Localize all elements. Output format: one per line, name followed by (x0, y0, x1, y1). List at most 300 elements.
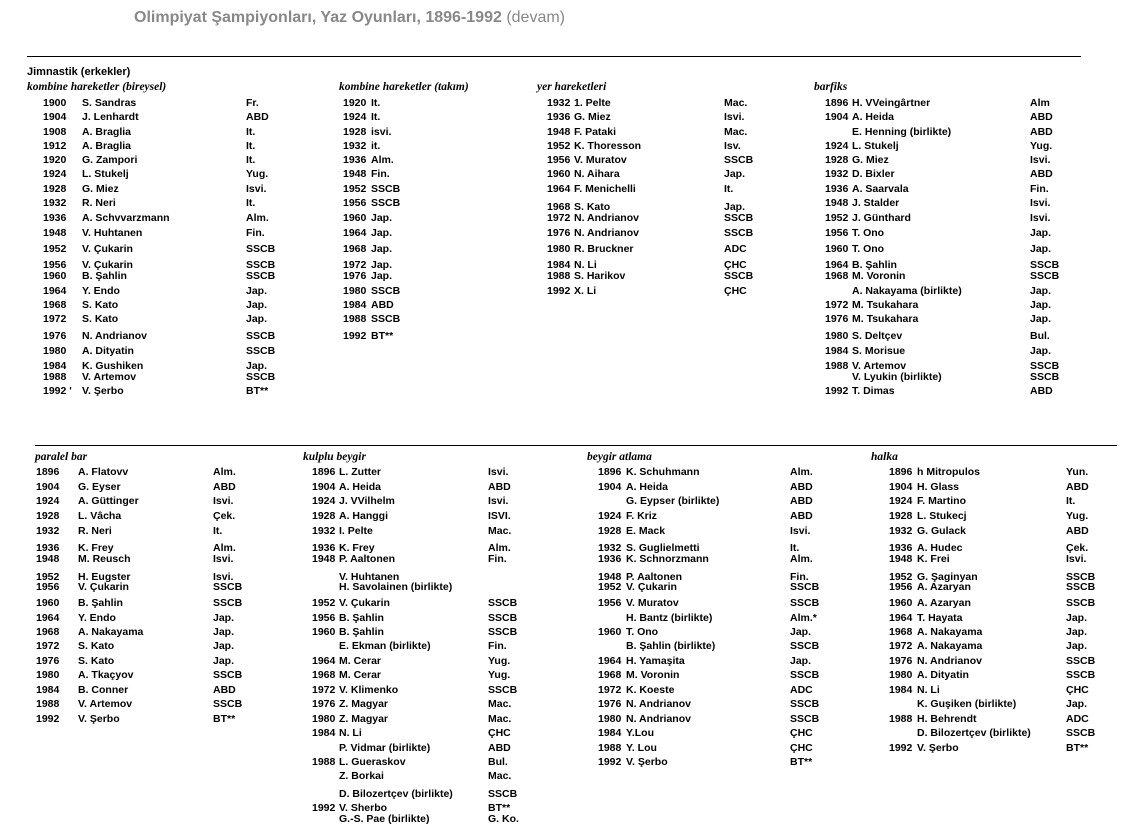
row-name: H. Savolainen (birlikte) (339, 581, 453, 593)
row-name: V. Çukarin (339, 597, 390, 609)
row-year: 1964 (36, 612, 60, 624)
row-country: Mac. (488, 713, 512, 725)
horizontal-bar-header: barfiks (814, 81, 848, 93)
row-country: SSCB (1066, 597, 1096, 609)
row-year: 1968 (43, 299, 67, 311)
row-country: SSCB (213, 581, 243, 593)
row-country: SSCB (1066, 669, 1096, 681)
row-name: Fin. (371, 168, 390, 180)
row-country: ABD (790, 510, 813, 522)
row-name: M. Tsukahara (852, 299, 919, 311)
row-name: SSCB (371, 183, 401, 195)
row-country: Mac. (724, 97, 748, 109)
parallel-bars-header: paralel bar (35, 451, 88, 463)
row-country: Yug. (1030, 140, 1053, 152)
row-year: 1972 (825, 299, 849, 311)
row-country: Jap. (724, 168, 746, 180)
row-name: G. Miez (852, 154, 889, 166)
row-name: V. Şerbo (82, 385, 124, 397)
row-name: S. Morisue (852, 345, 906, 357)
row-name: K. Koeste (626, 684, 675, 696)
row-country: Fin. (1030, 183, 1049, 195)
row-country: ÇHC (724, 259, 747, 271)
row-year: 1964 (889, 612, 913, 624)
row-year: 1992 (547, 285, 571, 297)
row-year: 1972 (36, 640, 60, 652)
row-name: H. VVeingârtner (852, 97, 931, 109)
row-country: ABD (1030, 126, 1053, 138)
row-country: Alm. (488, 542, 511, 554)
row-name: V. Şerbo (626, 756, 668, 768)
row-country: SSCB (488, 626, 518, 638)
row-country: Jap. (724, 201, 746, 213)
row-name: G. Gulack (917, 525, 967, 537)
row-year: 1932 (825, 168, 849, 180)
row-name: J. Lenhardt (82, 111, 139, 123)
row-year: 1936 (825, 183, 849, 195)
row-name: B. Şahlin (339, 612, 384, 624)
row-year: 1952 (598, 581, 622, 593)
row-year: 1980 (43, 345, 67, 357)
row-year: 1984 (343, 299, 367, 311)
row-year: 1952 (43, 243, 67, 255)
row-country: It. (246, 140, 256, 152)
row-year: 1968 (598, 669, 622, 681)
row-name: I. Pelte (339, 525, 373, 537)
floor-header: yer hareketleri (537, 81, 607, 93)
row-year: 1960 (312, 626, 336, 638)
row-year: 1976 (312, 698, 336, 710)
row-name: A. Azaryan (917, 597, 971, 609)
row-country: Jap. (1030, 227, 1052, 239)
row-year: 1992 (889, 742, 913, 754)
row-year: 1988 (36, 698, 60, 710)
row-country: SSCB (488, 612, 518, 624)
row-name: A. Heida (626, 481, 669, 493)
row-country: It. (790, 542, 800, 554)
row-country: SSCB (488, 788, 518, 800)
row-country: ÇHC (790, 727, 813, 739)
row-name: F. Pataki (574, 126, 617, 138)
row-country: BT** (246, 385, 269, 397)
row-year: 1920 (43, 154, 67, 166)
row-name: S. Guglielmetti (626, 542, 700, 554)
row-country: SSCB (1066, 581, 1096, 593)
row-name: Y. Endo (82, 285, 120, 297)
row-year: 1964 (343, 227, 367, 239)
row-name: B. Şahlin (78, 597, 123, 609)
row-name: G. Eypser (birlikte) (626, 495, 720, 507)
row-year: 1976 (43, 330, 67, 342)
row-country: SSCB (1030, 259, 1060, 271)
row-name: P. Vidmar (birlikte) (339, 742, 431, 754)
row-name: B. Şahlin (852, 259, 897, 271)
row-name: Jap. (371, 243, 393, 255)
row-year: 1948 (825, 197, 849, 209)
row-year: 1932 (343, 140, 367, 152)
row-year: 1968 (825, 270, 849, 282)
row-country: Isvi. (1066, 553, 1087, 565)
row-name: V. Çukarin (78, 581, 129, 593)
row-country: ABD (213, 481, 236, 493)
row-country: Alm. (213, 466, 236, 478)
row-year: 1912 (43, 140, 67, 152)
row-country: SSCB (1030, 371, 1060, 383)
row-country: Jap. (213, 655, 235, 667)
row-country: Jap. (1066, 698, 1088, 710)
row-country: Jap. (246, 313, 268, 325)
row-year: 1924 (825, 140, 849, 152)
row-year: 1980 (598, 713, 622, 725)
row-country: ÇHC (724, 285, 747, 297)
row-year: 1984 (43, 360, 67, 372)
row-name: A. Saarvala (852, 183, 909, 195)
row-year: 1980 (889, 669, 913, 681)
row-year: 1908 (43, 126, 67, 138)
row-country: Alm. (790, 553, 813, 565)
row-country: SSCB (1066, 571, 1096, 583)
row-country: Çek. (213, 510, 236, 522)
vault-header: beygir atlama (587, 451, 652, 463)
row-year: 1960 (547, 168, 571, 180)
row-name: B. Şahlin (birlikte) (626, 640, 716, 652)
row-name: F. Kriz (626, 510, 657, 522)
row-country: Jap. (1030, 299, 1052, 311)
row-name: T. Dimas (852, 385, 895, 397)
row-country: Isvi. (1030, 197, 1051, 209)
row-name: K. Frey (78, 542, 114, 554)
page-title-main: Olimpiyat Şampiyonları, Yaz Oyunları, 1896-1992 (134, 9, 502, 26)
row-name: H. Yamaşita (626, 655, 685, 667)
row-name: M. Reusch (78, 553, 131, 565)
row-year: 1936 (547, 111, 571, 123)
row-name: h Mitropulos (917, 466, 980, 478)
row-name: H. Eugster (78, 571, 131, 583)
row-year: 1948 (598, 571, 622, 583)
row-country: SSCB (488, 597, 518, 609)
row-name: Z. Borkai (339, 770, 384, 782)
row-name: H. Bantz (birlikte) (626, 612, 713, 624)
row-name: Y. Lou (626, 742, 657, 754)
row-year: 1904 (598, 481, 622, 493)
row-country: Jap. (1066, 640, 1088, 652)
row-name: L. Gueraskov (339, 756, 406, 768)
row-year: 1988 (598, 742, 622, 754)
row-name: Y.Lou (626, 727, 654, 739)
row-year: 1964 (43, 285, 67, 297)
row-name: M. Tsukahara (852, 313, 919, 325)
row-name: B. Şahlin (339, 626, 384, 638)
row-country: ABD (246, 111, 269, 123)
row-year: 1984 (889, 684, 913, 696)
row-name: V. Sherbo (339, 802, 388, 814)
combined-team-header: kombine hareketler (takım) (339, 81, 469, 93)
row-name: V. Artemov (78, 698, 133, 710)
row-country: Alm. (213, 542, 236, 554)
row-year: 1904 (36, 481, 60, 493)
row-name: Z. Magyar (339, 713, 389, 725)
row-year: 1936 (43, 212, 67, 224)
middle-rule (35, 445, 1117, 446)
row-name: S. Kato (82, 313, 119, 325)
top-rule (27, 56, 1081, 57)
row-year: 1976 (343, 270, 367, 282)
row-name: K. Thoresson (574, 140, 642, 152)
row-country: Alm (1030, 97, 1050, 109)
row-name: P. Aaltonen (626, 571, 683, 583)
row-name: K. Gushiken (82, 360, 144, 372)
row-name: G.-S. Pae (birlikte) (339, 813, 430, 825)
row-name: N. Andrianov (82, 330, 147, 342)
row-year: 1948 (889, 553, 913, 565)
row-year: 1976 (598, 698, 622, 710)
row-country: Alm. (790, 466, 813, 478)
row-name: N. Andrianov (574, 212, 639, 224)
row-year: 1968 (547, 201, 571, 213)
row-name: V. Çukarin (82, 243, 133, 255)
row-name: K. Schuhmann (626, 466, 700, 478)
row-year: 1904 (43, 111, 67, 123)
row-country: Isvi. (724, 111, 745, 123)
row-name: H. Behrendt (917, 713, 977, 725)
row-country: SSCB (246, 243, 276, 255)
row-name: V. Şerbo (917, 742, 959, 754)
row-year: 1904 (312, 481, 336, 493)
row-year: 1920 (343, 97, 367, 109)
row-year: 1964 (312, 655, 336, 667)
row-year: 1948 (312, 553, 336, 565)
row-country: It. (724, 183, 734, 195)
row-year: 1952 (343, 183, 367, 195)
row-country: ADC (1066, 713, 1089, 725)
row-year: 1948 (43, 227, 67, 239)
row-year: 1960 (825, 243, 849, 255)
row-country: Jap. (246, 285, 268, 297)
row-country: ADC (790, 684, 813, 696)
row-country: Fin. (246, 227, 265, 239)
row-country: Jap. (1030, 345, 1052, 357)
row-year: 1924 (598, 510, 622, 522)
row-name: K. Frey (339, 542, 375, 554)
row-name: V. Lyukin (birlikte) (852, 371, 942, 383)
row-name: A. Braglia (82, 126, 132, 138)
row-year: 1984 (547, 259, 571, 271)
pommel-horse-header: kulplu beygir (303, 451, 366, 463)
row-country: Isvi. (488, 466, 509, 478)
row-country: ABD (790, 481, 813, 493)
row-name: M. Voronin (626, 669, 680, 681)
row-name: A. Azaryan (917, 581, 971, 593)
row-year: 1968 (343, 243, 367, 255)
row-country: Jap. (1066, 612, 1088, 624)
row-name: A. Heida (852, 111, 895, 123)
row-name: G. Zampori (82, 154, 138, 166)
row-name: V. Şerbo (78, 713, 120, 725)
row-name: L. Stukelj (82, 168, 129, 180)
row-country: Bul. (1030, 330, 1050, 342)
row-year: 1984 (312, 727, 336, 739)
row-year: 1928 (343, 126, 367, 138)
row-country: ABD (488, 481, 511, 493)
row-year: 1936 (36, 542, 60, 554)
row-name: A. Hudec (917, 542, 963, 554)
row-year: 1924 (36, 495, 60, 507)
row-name: B. Conner (78, 684, 129, 696)
row-country: SSCB (790, 698, 820, 710)
row-year: 1932 (598, 542, 622, 554)
row-name: K. Schnorzmann (626, 553, 709, 565)
row-country: SSCB (1066, 727, 1096, 739)
row-year: 1960 (889, 597, 913, 609)
row-country: Jap. (246, 299, 268, 311)
row-country: SSCB (213, 698, 243, 710)
row-country: Mac. (488, 525, 512, 537)
row-year: 1980 (312, 713, 336, 725)
row-name: A. Heida (339, 481, 382, 493)
row-country: Isvi. (790, 525, 811, 537)
row-country: ABD (488, 742, 511, 754)
row-country: Yug. (488, 669, 511, 681)
row-country: Jap. (1030, 313, 1052, 325)
row-country: SSCB (724, 154, 754, 166)
row-year: 1976 (36, 655, 60, 667)
row-country: Fin. (488, 553, 507, 565)
row-year: 1964 (598, 655, 622, 667)
row-country: BT** (1066, 742, 1089, 754)
row-country: SSCB (246, 259, 276, 271)
row-country: It. (246, 126, 256, 138)
row-year: 1932 (547, 97, 571, 109)
row-year: 1964 (547, 183, 571, 195)
row-year: 1896 (889, 466, 913, 478)
row-country: Isvi. (213, 495, 234, 507)
row-country: It. (213, 525, 223, 537)
row-year: 1988 (312, 756, 336, 768)
row-country: ABD (1030, 168, 1053, 180)
row-country: SSCB (790, 581, 820, 593)
row-country: ABD (790, 495, 813, 507)
row-country: Yug. (488, 655, 511, 667)
row-name: T. Hayata (917, 612, 963, 624)
row-year: 1956 (547, 154, 571, 166)
row-name: A. Nakayama (birlikte) (852, 285, 962, 297)
row-name: N. Andrianov (626, 698, 691, 710)
row-year: 1924 (889, 495, 913, 507)
row-year: 1960 (598, 626, 622, 638)
row-year: 1984 (825, 345, 849, 357)
row-year: 1972 (889, 640, 913, 652)
row-year: 1936 (889, 542, 913, 554)
row-name: L. Vâcha (78, 510, 122, 522)
row-name: V. Artemov (852, 360, 907, 372)
row-name: BT** (371, 330, 394, 342)
row-country: Çek. (1066, 542, 1089, 554)
row-name: H. Glass (917, 481, 960, 493)
row-year: 1988 (889, 713, 913, 725)
row-year: 1992 (343, 330, 367, 342)
row-year: 1956 (825, 227, 849, 239)
row-country: ÇHC (790, 742, 813, 754)
row-name: Jap. (371, 270, 393, 282)
row-name: S. Sandras (82, 97, 137, 109)
row-country: Isvi. (1030, 154, 1051, 166)
row-year: 1956 (598, 597, 622, 609)
row-name: N. Aihara (574, 168, 620, 180)
row-year: 1924 (312, 495, 336, 507)
row-year: 1960 (343, 212, 367, 224)
row-name: L. Stukecj (917, 510, 967, 522)
row-country: SSCB (790, 713, 820, 725)
row-name: L. Stukelj (852, 140, 899, 152)
row-name: R. Bruckner (574, 243, 634, 255)
row-country: ABD (1030, 385, 1053, 397)
row-name: A. Dityatin (82, 345, 134, 357)
row-year: 1928 (43, 183, 67, 195)
row-country: Alm.* (790, 612, 817, 624)
row-name: A. Schvvarzmann (82, 212, 170, 224)
row-name: K. Guşiken (birlikte) (917, 698, 1017, 710)
row-name: J. Günthard (852, 212, 911, 224)
row-name: D. Bilozertçev (birlikte) (917, 727, 1031, 739)
row-country: SSCB (1030, 360, 1060, 372)
row-year: 1988 (825, 360, 849, 372)
row-year: 1980 (547, 243, 571, 255)
row-country: SSCB (1030, 270, 1060, 282)
row-name: It. (371, 97, 381, 109)
row-name: J. VVilhelm (339, 495, 395, 507)
row-name: N. Andrianov (574, 227, 639, 239)
row-country: Isvi. (246, 183, 267, 195)
row-year: 1896 (598, 466, 622, 478)
row-name: N. Li (917, 684, 940, 696)
row-country: ABD (1030, 111, 1053, 123)
row-country: ÇHC (488, 727, 511, 739)
row-country: SSCB (724, 270, 754, 282)
row-name: SSCB (371, 197, 401, 209)
row-name: It. (371, 111, 381, 123)
row-country: Mac. (488, 770, 512, 782)
row-year: 1904 (825, 111, 849, 123)
row-country: G. Ko. (488, 813, 519, 825)
combined-individual-header: kombine hareketler (bireysel) (27, 81, 167, 93)
row-name: Y. Endo (78, 612, 116, 624)
row-name: S. Kato (78, 655, 115, 667)
row-year: 1968 (36, 626, 60, 638)
page-title-sub: (devam) (506, 9, 566, 26)
row-name: M. Cerar (339, 669, 382, 681)
row-year: 1960 (43, 270, 67, 282)
row-country: Mac. (724, 126, 748, 138)
row-year: 1976 (547, 227, 571, 239)
row-year: 1972 (343, 259, 367, 271)
row-country: ÇHC (1066, 684, 1089, 696)
row-name: P. Aaltonen (339, 553, 396, 565)
row-year: 1964 (825, 259, 849, 271)
row-country: BT** (488, 802, 511, 814)
row-country: Bul. (488, 756, 508, 768)
row-year: 1948 (343, 168, 367, 180)
row-name: A. Hanggi (339, 510, 388, 522)
row-name: E. Ekman (birlikte) (339, 640, 431, 652)
row-country: Fr. (246, 97, 259, 109)
row-country: ISVI. (488, 510, 511, 522)
page-title (134, 9, 565, 27)
row-country: SSCB (724, 212, 754, 224)
row-year: 1896 (825, 97, 849, 109)
row-year: 1924 (343, 111, 367, 123)
row-year: 1928 (312, 510, 336, 522)
row-country: It. (246, 197, 256, 209)
